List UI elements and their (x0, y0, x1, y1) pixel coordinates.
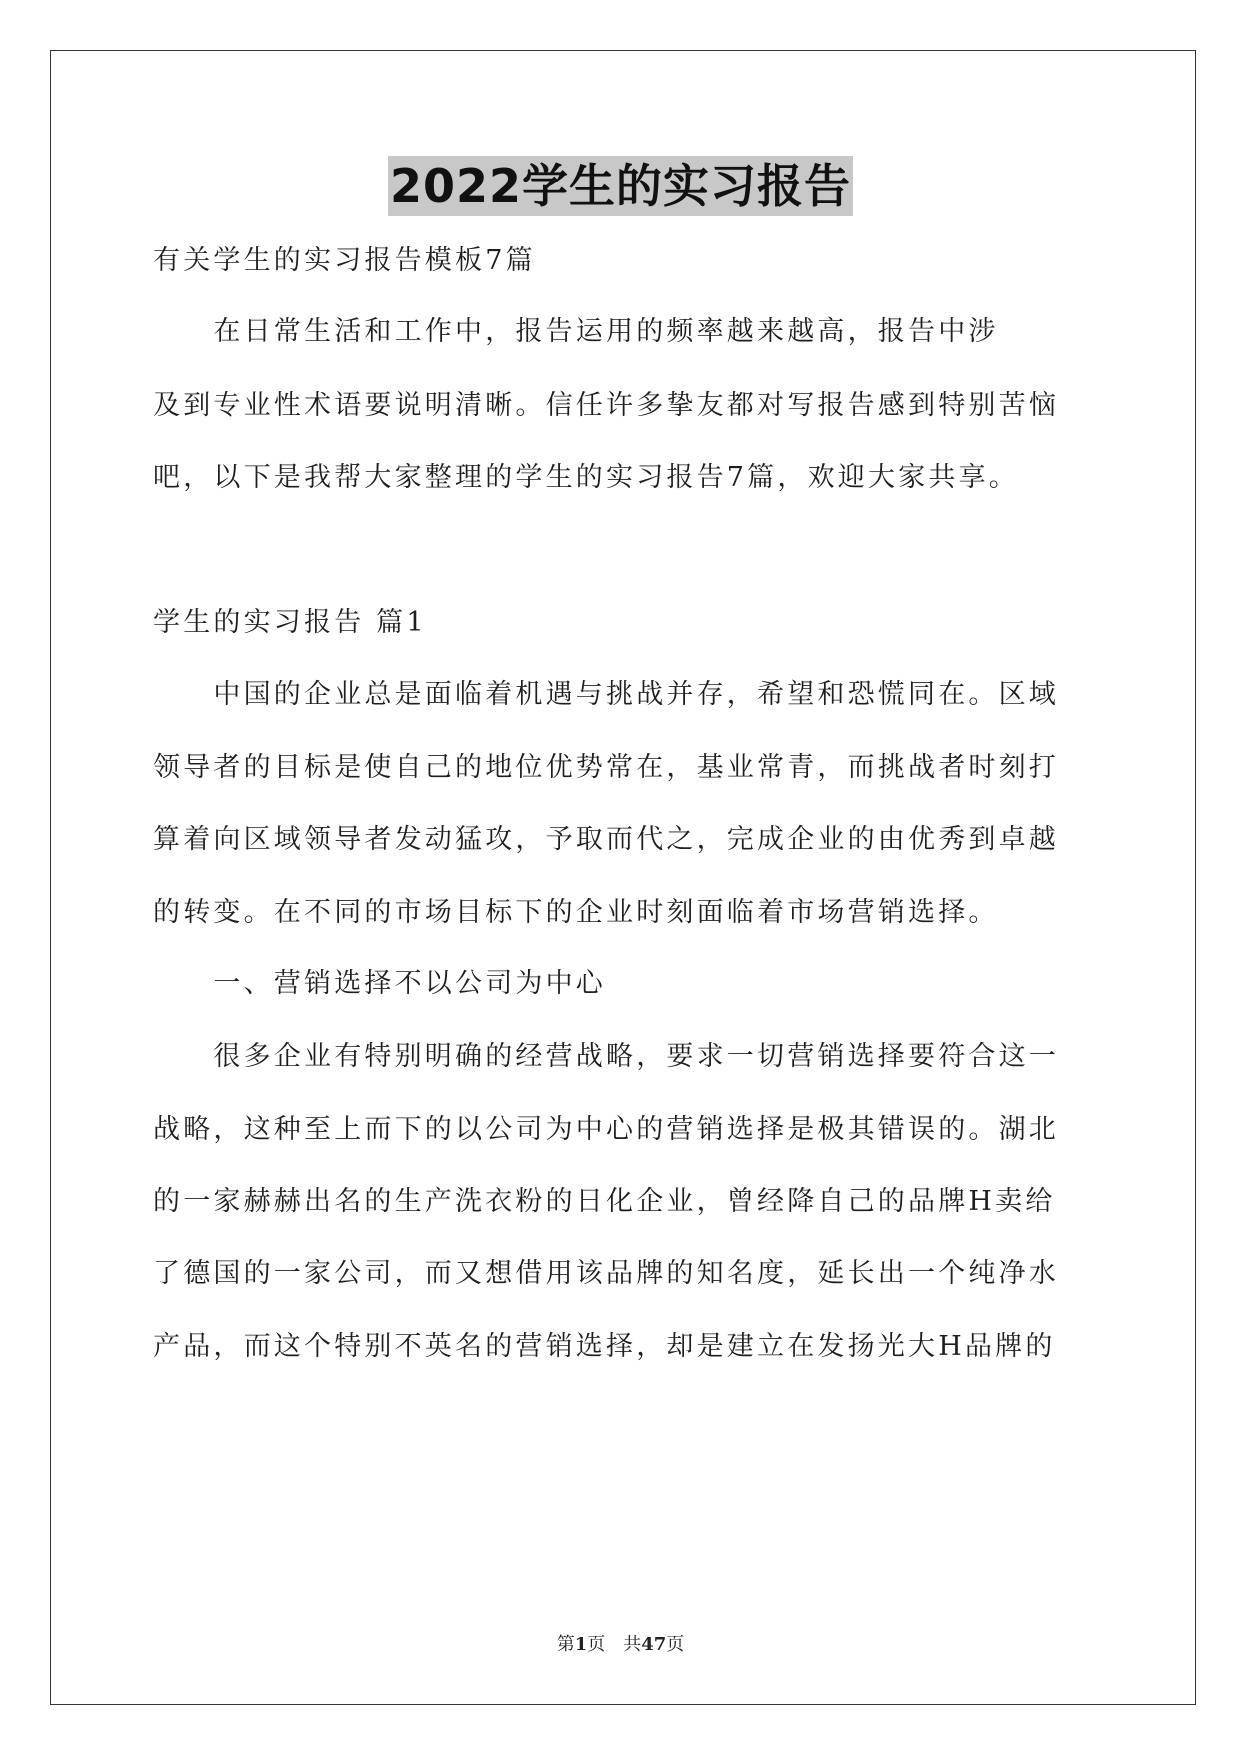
paragraph-line: 及到专业性术语要说明清晰。信任许多挚友都对写报告感到特别苦恼 (153, 390, 1059, 421)
section-heading: 学生的实习报告 篇1 (153, 607, 427, 638)
paragraph-line: 战略，这种至上而下的以公司为中心的营销选择是极其错误的。湖北 (153, 1114, 1059, 1145)
subtitle-line: 有关学生的实习报告模板7篇 (153, 245, 536, 276)
page-footer (0, 1633, 1241, 1657)
paragraph-line: 领导者的目标是使自己的地位优势常在，基业常青，而挑战者时刻打 (153, 752, 1059, 783)
footer-middle: 页 共 (587, 1634, 642, 1655)
subsection-heading: 一、营销选择不以公司为中心 (153, 968, 606, 999)
footer-suffix: 页 (666, 1634, 685, 1655)
total-page-count: 47 (641, 1634, 667, 1655)
paragraph-line: 算着向区域领导者发动猛攻，予取而代之，完成企业的由优秀到卓越 (153, 824, 1059, 855)
page-border (50, 50, 1196, 1705)
paragraph-line: 很多企业有特别明确的经营战略，要求一切营销选择要符合这一 (153, 1041, 1059, 1072)
paragraph-line: 的转变。在不同的市场目标下的企业时刻面临着市场营销选择。 (153, 897, 999, 928)
paragraph-line: 了德国的一家公司，而又想借用该品牌的知名度，延长出一个纯净水 (153, 1258, 1059, 1289)
paragraph-line: 在日常生活和工作中，报告运用的频率越来越高，报告中涉 (153, 316, 999, 347)
paragraph-line: 的一家赫赫出名的生产洗衣粉的日化企业，曾经降自己的品牌H卖给 (153, 1186, 1056, 1217)
paragraph-line: 产品，而这个特别不英名的营销选择，却是建立在发扬光大H品牌的 (153, 1331, 1056, 1362)
title-container (0, 156, 1241, 216)
footer-prefix: 第 (556, 1634, 575, 1655)
paragraph-line: 吧，以下是我帮大家整理的学生的实习报告7篇，欢迎大家共享。 (153, 462, 1019, 493)
document-title: 2022学生的实习报告 (388, 156, 853, 216)
paragraph-line: 中国的企业总是面临着机遇与挑战并存，希望和恐慌同在。区域 (153, 679, 1059, 710)
current-page-number: 1 (574, 1634, 588, 1655)
